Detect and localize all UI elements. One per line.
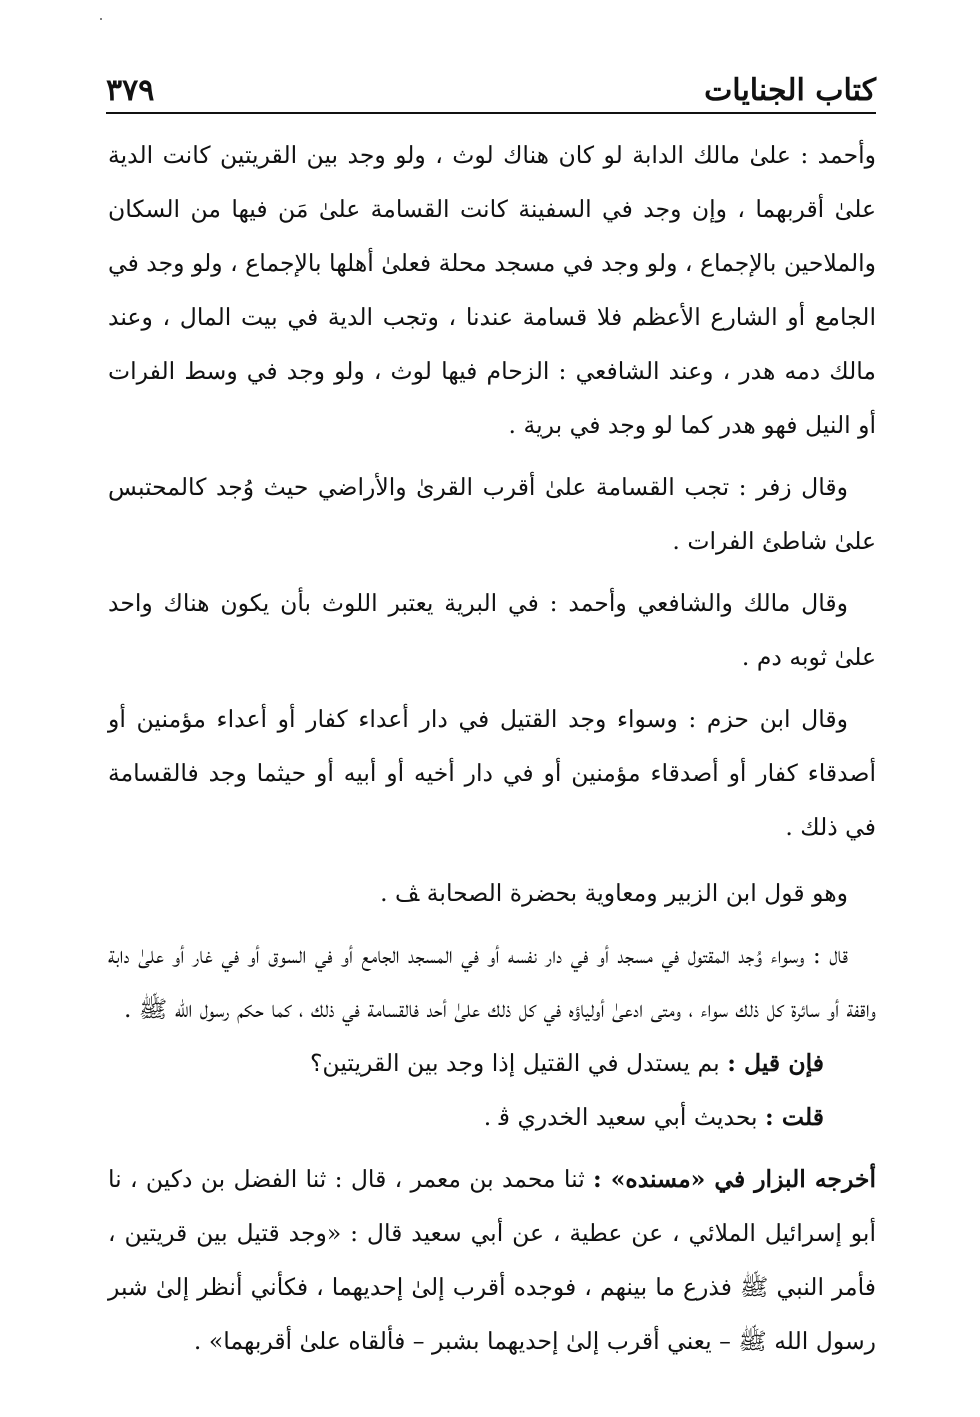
paragraph-answer — [108, 1090, 876, 1144]
paragraph-hadith — [108, 1152, 876, 1368]
page-number: ٣٧٩ — [106, 73, 155, 108]
page-header — [106, 56, 876, 114]
paragraph-ibn-hazm: وقال ابن حزم : وسواء وجد القتيل في دار أعداء كفار أو أعداء مؤمنين أو أصدقاء كفار أو أصدقاء مؤمنين أو في دار أخيه أو أبيه أو حيثما وجد فالقسامة في ذلك . — [108, 705, 876, 841]
paragraph-ahmad-opinion: وأحمد : علىٰ مالك الدابة لو كان هناك لوث ، ولو وجد بين القريتين كانت الدية علىٰ أقربهما ، وإن وجد في السفينة كانت القسامة علىٰ مَن فيها من السكان والملاحين بالإجماع ، ولو وجد في مسجد محلة فعلىٰ أهلها بالإجماع ، ولو وجد في الجامع أو الشارع الأعظم فلا قسامة عندنا ، وتجب الدية في بيت المال ، وعند مالك دمه هدر ، وعند الشافعي : الزحام فيها لوث ، ولو وجد في وسط الفرات أو النيل فهو هدر كما لو وجد في برية . — [108, 141, 876, 439]
scan-speck — [100, 18, 102, 20]
paragraph-qala: قال : وسواء وُجد المقتول في مسجد أو في دار نفسه أو في المسجد الجامع أو في السوق أو في غار أو علىٰ دابة واقفة أو سائرة كل ذلك سواء ، ومتى ادعىٰ أولياؤه في كل ذلك علىٰ أحد فالقسامة في ذلك ، كما حكم رسول الله ﷺ . — [108, 941, 876, 1023]
paragraph-zufar-opinion: وقال زفر : تجب القسامة علىٰ أقرب القرىٰ والأراضي حيث وُجد كالمحتبس علىٰ شاطئ الفرات . — [108, 473, 876, 555]
hadith-text: ثنا محمد بن معمر ، قال : ثنا الفضل بن دكين ، نا أبو إسرائيل الملائي ، عن عطية ، عن أبي سعيد قال : «وجد قتيل بين قريتين ، فأمر النبي ﷺ فذرع ما بينهم ، فوجده أقرب إلىٰ إحديهما ، فكأني أنظر إلىٰ شبر رسول الله ﷺ – يعني أقرب إلىٰ إحديهما بشبر – فألقاه علىٰ أقربهما» . — [108, 1165, 876, 1355]
answer-lead: قلت : — [765, 1103, 824, 1131]
paragraph-malik-shafii-ahmad: وقال مالك والشافعي وأحمد : في البرية يعتبر اللوث بأن يكون هناك واحد علىٰ ثوبه دم . — [108, 589, 876, 671]
page-body — [108, 128, 876, 1368]
paragraph-ibn-zubayr: وهو قول ابن الزبير ومعاوية بحضرة الصحابة ﭫ . — [380, 879, 848, 907]
paragraph-question — [108, 1036, 876, 1090]
question-lead: فإن قيل : — [727, 1049, 824, 1077]
question-text: بم يستدل في القتيل إذا وجد بين القريتين؟ — [309, 1049, 720, 1077]
answer-text: بحديث أبي سعيد الخدري ﭬ . — [483, 1103, 758, 1131]
hadith-lead: أخرجه البزار في «مسنده» : — [593, 1165, 876, 1193]
chapter-title: كتاب الجنايات — [704, 73, 876, 108]
